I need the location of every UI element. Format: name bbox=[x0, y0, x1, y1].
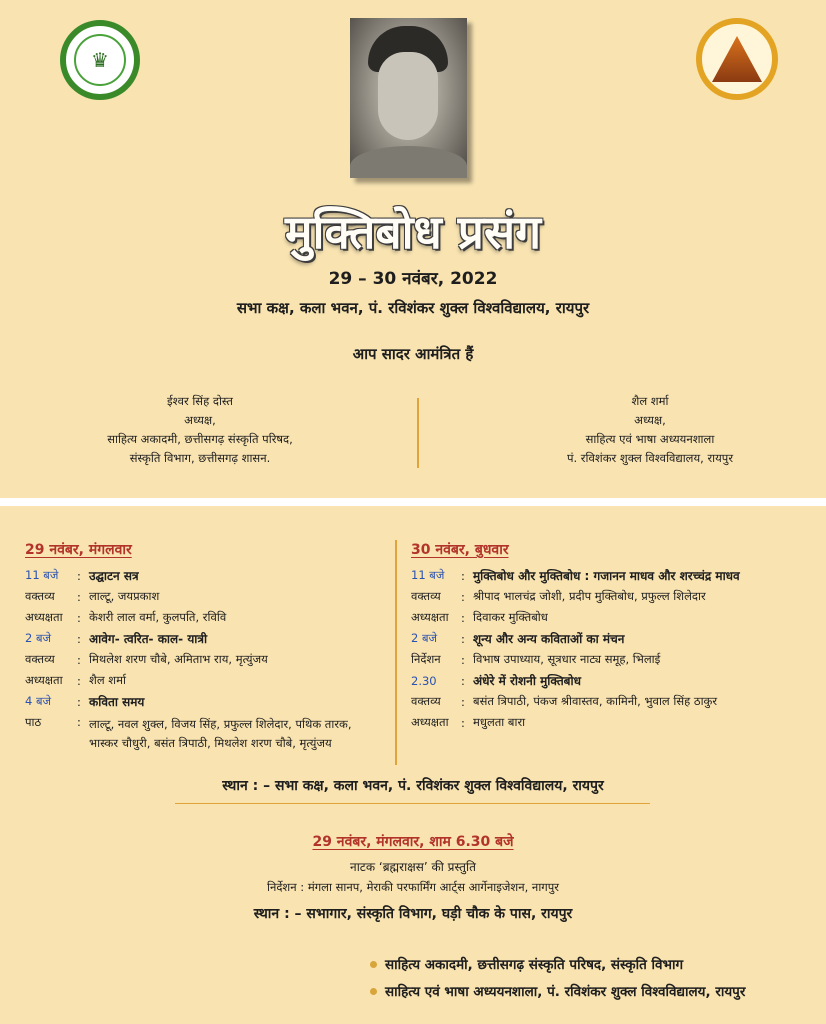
muktibodh-portrait bbox=[350, 18, 467, 178]
host-right bbox=[500, 392, 800, 468]
bullet-icon bbox=[370, 988, 377, 995]
page-title: मुक्तिबोध प्रसंग bbox=[285, 205, 541, 259]
host-left bbox=[40, 392, 360, 468]
play-title: नाटक ‘ब्रह्मराक्षस’ की प्रस्तुति bbox=[350, 860, 476, 874]
schedule-row: वक्तव्य : मिथलेश शरण चौबे, अमिताभ राय, मृत्युंजय bbox=[25, 652, 268, 667]
schedule-row: वक्तव्य : लाल्टू, जयप्रकाश bbox=[25, 589, 160, 604]
schedule-row: 2 बजे : आवेग- त्वरित- काल- यात्री bbox=[25, 631, 208, 646]
organiser-item: साहित्य अकादमी, छत्तीसगढ़ संस्कृति परिषद, संस्कृति विभाग bbox=[370, 955, 683, 973]
schedule-row: 2.30 : अंधेरे में रोशनी मुक्तिबोध bbox=[411, 673, 582, 688]
schedule-row: अध्यक्षता : शैल शर्मा bbox=[25, 673, 126, 688]
host-org: साहित्य एवं भाषा अध्ययनशाला bbox=[585, 432, 715, 446]
schedule-row: वक्तव्य : बसंत त्रिपाठी, पंकज श्रीवास्तव, कामिनी, भुवाल सिंह ठाकुर bbox=[411, 694, 718, 709]
section-divider bbox=[0, 498, 826, 506]
schedule-location: स्थान : – सभा कक्ष, कला भवन, पं. रविशंकर शुक्ल विश्वविद्यालय, रायपुर bbox=[222, 778, 604, 794]
play-director: निर्देशन : मंगला सानप, मेराकी परफार्मिंग आर्ट्स आर्गेनाइजेशन, नागपुर bbox=[266, 880, 560, 894]
event-dates: 29 – 30 नवंबर, 2022 bbox=[328, 269, 498, 289]
chhattisgarh-govt-logo bbox=[60, 20, 140, 100]
schedule-row: अध्यक्षता : केशरी लाल वर्मा, कुलपति, रविवि bbox=[25, 610, 227, 625]
schedule-row: पाठ : लाल्टू, नवल शुक्ल, विजय सिंह, प्रफुल्ल शिलेदार, पथिक तारक, भास्कर चौधुरी, बसंत त्रिपाठी, मिथलेश शरण चौबे, मृत्युंजय bbox=[25, 715, 352, 750]
schedule-row: अध्यक्षता : मधुलता बारा bbox=[411, 715, 526, 730]
play-heading: 29 नवंबर, मंगलवार, शाम 6.30 बजे bbox=[312, 834, 514, 850]
host-name: ईश्वर सिंह दोस्त bbox=[167, 394, 233, 408]
emblem-icon: ♛ bbox=[74, 34, 126, 86]
host-org: संस्कृति विभाग, छत्तीसगढ़ शासन. bbox=[129, 451, 271, 465]
schedule-day2 bbox=[411, 540, 811, 733]
event-venue: सभा कक्ष, कला भवन, पं. रविशंकर शुक्ल विश्वविद्यालय, रायपुर bbox=[236, 299, 590, 317]
bullet-icon bbox=[370, 961, 377, 968]
host-org: साहित्य अकादमी, छत्तीसगढ़ संस्कृति परिषद, bbox=[107, 432, 293, 446]
day-heading: 30 नवंबर, बुधवार bbox=[411, 542, 509, 558]
play-location: स्थान : – सभागार, संस्कृति विभाग, घड़ी चौक के पास, रायपुर bbox=[253, 906, 573, 922]
schedule-row: निर्देशन : विभाष उपाध्याय, सूत्रधार नाट्य समूह, भिलाई bbox=[411, 652, 661, 667]
host-name: शैल शर्मा bbox=[631, 394, 669, 408]
day-heading: 29 नवंबर, मंगलवार bbox=[25, 542, 132, 558]
schedule-row: 2 बजे : शून्य और अन्य कविताओं का मंचन bbox=[411, 631, 625, 646]
invitation-text: आप सादर आमंत्रित हैं bbox=[352, 345, 474, 363]
host-role: अध्यक्ष, bbox=[184, 413, 216, 427]
temple-icon bbox=[712, 36, 762, 82]
schedule-row: 4 बजे : कविता समय bbox=[25, 694, 145, 709]
schedule-row: 11 बजे : मुक्तिबोध और मुक्तिबोध : गजानन माधव और शरच्चंद्र माधव bbox=[411, 568, 740, 583]
schedule-row: 11 बजे : उद्घाटन सत्र bbox=[25, 568, 139, 583]
schedule-divider bbox=[395, 540, 397, 765]
university-logo bbox=[696, 18, 778, 100]
schedule-day1 bbox=[25, 540, 375, 750]
host-org: पं. रविशंकर शुक्ल विश्वविद्यालय, रायपुर bbox=[566, 451, 734, 465]
schedule-row: अध्यक्षता : दिवाकर मुक्तिबोध bbox=[411, 610, 548, 625]
host-divider bbox=[417, 398, 419, 468]
host-role: अध्यक्ष, bbox=[634, 413, 666, 427]
location-underline bbox=[175, 803, 650, 804]
organiser-item: साहित्य एवं भाषा अध्ययनशाला, पं. रविशंकर शुक्ल विश्वविद्यालय, रायपुर bbox=[370, 982, 745, 1000]
schedule-row: वक्तव्य : श्रीपाद भालचंद्र जोशी, प्रदीप मुक्तिबोध, प्रफुल्ल शिलेदार bbox=[411, 589, 706, 604]
